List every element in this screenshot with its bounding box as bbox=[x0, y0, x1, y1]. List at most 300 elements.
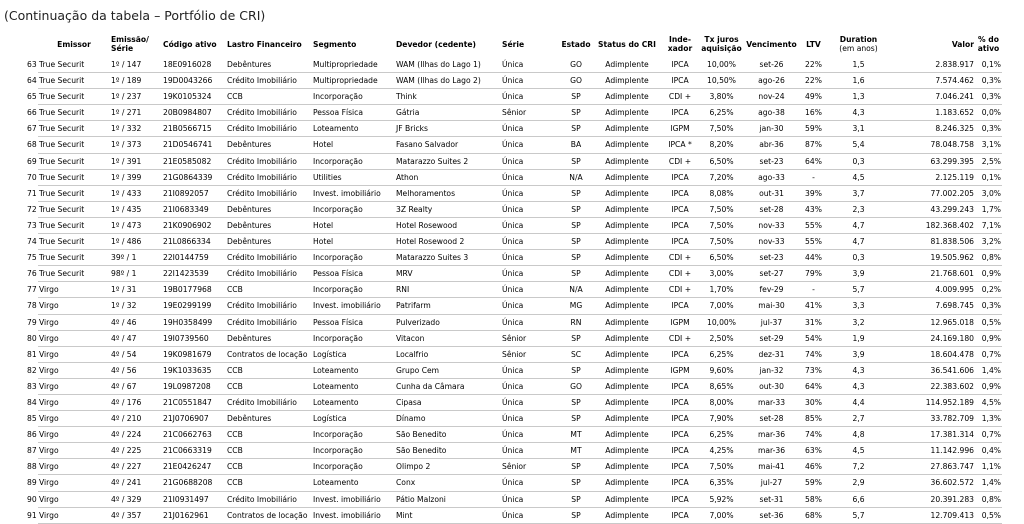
cell-row-number: 82 bbox=[27, 365, 37, 375]
cell-devedor: Mint bbox=[395, 507, 501, 523]
cell-segmento: Loteamento bbox=[312, 475, 395, 491]
cell-pct-ativo: 0,7% bbox=[975, 346, 1002, 362]
table-row bbox=[26, 137, 1002, 153]
cell-serie: Única bbox=[501, 298, 558, 314]
cell-ltv: 87% bbox=[800, 137, 827, 153]
cell-row-number: 80 bbox=[27, 333, 37, 343]
cell-row-number: 79 bbox=[27, 317, 37, 327]
cell-serie: Única bbox=[501, 169, 558, 185]
cell-emissao-serie: 1º / 332 bbox=[110, 121, 162, 137]
cell-status: Adimplente bbox=[594, 185, 660, 201]
cell-ltv: 43% bbox=[800, 201, 827, 217]
cell-duration: 5,7 bbox=[827, 507, 890, 523]
cell-tx-juros: 2,50% bbox=[700, 330, 743, 346]
cell-estado: SP bbox=[558, 459, 594, 475]
cell-lastro-financeiro: CCB bbox=[226, 459, 312, 475]
table-row bbox=[26, 201, 1002, 217]
cell-duration: 5,7 bbox=[827, 282, 890, 298]
cell-emissao-serie: 1º / 237 bbox=[110, 89, 162, 105]
cell-tx-juros: 7,50% bbox=[700, 459, 743, 475]
cell-pct-ativo: 0,2% bbox=[975, 282, 1002, 298]
cell-emissao-serie: 1º / 399 bbox=[110, 169, 162, 185]
cell-indexador: CDI + bbox=[660, 89, 700, 105]
cell-segmento: Pessoa Física bbox=[312, 266, 395, 282]
cell-serie: Única bbox=[501, 314, 558, 330]
cell-row-number: 75 bbox=[27, 253, 37, 263]
cell-emissao-serie: 1º / 32 bbox=[110, 298, 162, 314]
cell-segmento: Incorporação bbox=[312, 443, 395, 459]
cell-vencimento: set-26 bbox=[743, 57, 800, 73]
cell-emissao-serie: 4º / 54 bbox=[110, 346, 162, 362]
table-row bbox=[26, 394, 1002, 410]
cell-devedor: 3Z Realty bbox=[395, 201, 501, 217]
cell-segmento: Incorporação bbox=[312, 427, 395, 443]
cell-serie: Única bbox=[501, 121, 558, 137]
cell-ltv: 49% bbox=[800, 89, 827, 105]
cell-row-number: 70 bbox=[27, 172, 37, 182]
cell-status: Adimplente bbox=[594, 282, 660, 298]
cell-lastro-financeiro: CCB bbox=[226, 89, 312, 105]
cell-vencimento: set-23 bbox=[743, 250, 800, 266]
cell-lastro-financeiro: Debêntures bbox=[226, 217, 312, 233]
cell-row-number: 71 bbox=[27, 188, 37, 198]
cell-serie: Sênior bbox=[501, 459, 558, 475]
cell-emissao-serie: 39º / 1 bbox=[110, 250, 162, 266]
header-codigo-ativo: Código ativo bbox=[163, 39, 217, 49]
cell-vencimento: jan-32 bbox=[743, 362, 800, 378]
cell-emissor: Virgo bbox=[38, 459, 110, 475]
cell-tx-juros: 7,90% bbox=[700, 411, 743, 427]
table-row bbox=[26, 298, 1002, 314]
table-row bbox=[26, 217, 1002, 233]
cell-row-number: 89 bbox=[27, 478, 37, 488]
cell-serie: Única bbox=[501, 250, 558, 266]
cell-segmento: Incorporação bbox=[312, 330, 395, 346]
cell-emissao-serie: 4º / 225 bbox=[110, 443, 162, 459]
cell-codigo-ativo: 19D0043266 bbox=[162, 73, 226, 89]
cell-lastro-financeiro: Crédito Imobiliário bbox=[226, 298, 312, 314]
cell-codigo-ativo: 21K0906902 bbox=[162, 217, 226, 233]
cell-serie: Única bbox=[501, 137, 558, 153]
table-row bbox=[26, 507, 1002, 523]
cell-segmento: Incorporação bbox=[312, 201, 395, 217]
cell-ltv: 54% bbox=[800, 330, 827, 346]
cell-tx-juros: 6,50% bbox=[700, 250, 743, 266]
cell-codigo-ativo: 21D0546741 bbox=[162, 137, 226, 153]
cell-valor: 77.002.205 bbox=[890, 185, 975, 201]
cell-tx-juros: 8,08% bbox=[700, 185, 743, 201]
cell-codigo-ativo: 22I0144759 bbox=[162, 250, 226, 266]
cell-duration: 4,3 bbox=[827, 105, 890, 121]
cell-estado: MT bbox=[558, 427, 594, 443]
cell-emissor: Virgo bbox=[38, 507, 110, 523]
cell-row-number: 81 bbox=[27, 349, 37, 359]
cell-valor: 8.246.325 bbox=[890, 121, 975, 137]
cell-duration: 7,2 bbox=[827, 459, 890, 475]
cell-devedor: Localfrio bbox=[395, 346, 501, 362]
cell-valor: 27.863.747 bbox=[890, 459, 975, 475]
cell-tx-juros: 7,50% bbox=[700, 201, 743, 217]
cell-serie: Única bbox=[501, 234, 558, 250]
cell-segmento: Invest. imobiliário bbox=[312, 507, 395, 523]
cell-ltv: 16% bbox=[800, 105, 827, 121]
cell-status: Adimplente bbox=[594, 394, 660, 410]
cell-segmento: Logística bbox=[312, 346, 395, 362]
header-serie: Série bbox=[502, 39, 525, 49]
cell-row-number: 64 bbox=[27, 76, 37, 86]
table-body bbox=[26, 57, 1002, 523]
cell-pct-ativo: 0,1% bbox=[975, 57, 1002, 73]
cell-duration: 0,3 bbox=[827, 153, 890, 169]
cell-vencimento: fev-29 bbox=[743, 282, 800, 298]
cell-vencimento: jul-37 bbox=[743, 314, 800, 330]
cell-segmento: Incorporação bbox=[312, 250, 395, 266]
cell-pct-ativo: 4,5% bbox=[975, 394, 1002, 410]
cell-pct-ativo: 0,3% bbox=[975, 89, 1002, 105]
cell-devedor: Melhoramentos bbox=[395, 185, 501, 201]
cell-duration: 3,3 bbox=[827, 298, 890, 314]
cell-serie: Única bbox=[501, 201, 558, 217]
cell-status: Adimplente bbox=[594, 105, 660, 121]
cell-ltv: 22% bbox=[800, 57, 827, 73]
cell-devedor: Matarazzo Suites 3 bbox=[395, 250, 501, 266]
cell-tx-juros: 4,25% bbox=[700, 443, 743, 459]
cell-serie: Única bbox=[501, 475, 558, 491]
cell-devedor: São Benedito bbox=[395, 427, 501, 443]
cell-emissor: True Securit bbox=[38, 217, 110, 233]
cell-ltv: 85% bbox=[800, 411, 827, 427]
cell-lastro-financeiro: Crédito Imobiliário bbox=[226, 266, 312, 282]
cell-indexador: CDI + bbox=[660, 153, 700, 169]
cell-devedor: Cunha da Câmara bbox=[395, 378, 501, 394]
cell-segmento: Incorporação bbox=[312, 282, 395, 298]
cell-codigo-ativo: 19L0987208 bbox=[162, 378, 226, 394]
cell-tx-juros: 8,65% bbox=[700, 378, 743, 394]
cell-ltv: 63% bbox=[800, 443, 827, 459]
cell-estado: MT bbox=[558, 443, 594, 459]
table-row bbox=[26, 234, 1002, 250]
cell-lastro-financeiro: Debêntures bbox=[226, 234, 312, 250]
cell-vencimento: set-28 bbox=[743, 201, 800, 217]
cell-row-number: 63 bbox=[27, 60, 37, 70]
cell-indexador: IPCA bbox=[660, 73, 700, 89]
cell-ltv: 59% bbox=[800, 475, 827, 491]
cell-indexador: IGPM bbox=[660, 314, 700, 330]
cell-devedor: WAM (Ilhas do Lago 2) bbox=[395, 73, 501, 89]
cell-vencimento: mar-36 bbox=[743, 443, 800, 459]
cell-indexador: IPCA bbox=[660, 507, 700, 523]
cell-serie: Única bbox=[501, 282, 558, 298]
cell-valor: 18.604.478 bbox=[890, 346, 975, 362]
cell-emissor: True Securit bbox=[38, 266, 110, 282]
cell-devedor: MRV bbox=[395, 266, 501, 282]
cell-valor: 81.838.506 bbox=[890, 234, 975, 250]
cell-tx-juros: 7,50% bbox=[700, 234, 743, 250]
cell-estado: N/A bbox=[558, 169, 594, 185]
table-row bbox=[26, 443, 1002, 459]
cell-devedor: Olimpo 2 bbox=[395, 459, 501, 475]
cell-estado: MG bbox=[558, 298, 594, 314]
cell-segmento: Hotel bbox=[312, 217, 395, 233]
cell-codigo-ativo: 21G0688208 bbox=[162, 475, 226, 491]
cell-emissao-serie: 1º / 435 bbox=[110, 201, 162, 217]
cell-tx-juros: 10,00% bbox=[700, 314, 743, 330]
cell-estado: SP bbox=[558, 475, 594, 491]
cell-duration: 1,9 bbox=[827, 330, 890, 346]
cell-lastro-financeiro: Crédito Imobiliário bbox=[226, 314, 312, 330]
cell-emissao-serie: 1º / 486 bbox=[110, 234, 162, 250]
cell-tx-juros: 6,25% bbox=[700, 105, 743, 121]
cell-tx-juros: 6,50% bbox=[700, 153, 743, 169]
cell-vencimento: ago-38 bbox=[743, 105, 800, 121]
cell-vencimento: dez-31 bbox=[743, 346, 800, 362]
cell-row-number: 72 bbox=[27, 204, 37, 214]
cell-valor: 19.505.962 bbox=[890, 250, 975, 266]
cell-valor: 24.169.180 bbox=[890, 330, 975, 346]
cell-serie: Única bbox=[501, 443, 558, 459]
cell-row-number: 84 bbox=[27, 397, 37, 407]
cell-serie: Sênior bbox=[501, 330, 558, 346]
cell-lastro-financeiro: CCB bbox=[226, 427, 312, 443]
cell-codigo-ativo: 21C0551847 bbox=[162, 394, 226, 410]
cell-devedor: Matarazzo Suites 2 bbox=[395, 153, 501, 169]
cell-valor: 12.709.413 bbox=[890, 507, 975, 523]
cell-valor: 2.838.917 bbox=[890, 57, 975, 73]
header-devedor: Devedor (cedente) bbox=[396, 39, 476, 49]
cell-valor: 36.541.606 bbox=[890, 362, 975, 378]
cell-devedor: Fasano Salvador bbox=[395, 137, 501, 153]
cell-valor: 7.574.462 bbox=[890, 73, 975, 89]
cell-serie: Única bbox=[501, 89, 558, 105]
table-row bbox=[26, 266, 1002, 282]
cell-estado: SP bbox=[558, 153, 594, 169]
cell-emissor: Virgo bbox=[38, 443, 110, 459]
cell-estado: SP bbox=[558, 411, 594, 427]
cell-emissor: Virgo bbox=[38, 378, 110, 394]
header-emissao-serie: Emissão/ Série bbox=[111, 35, 149, 53]
cell-emissao-serie: 4º / 241 bbox=[110, 475, 162, 491]
cell-codigo-ativo: 21L0866334 bbox=[162, 234, 226, 250]
table-row bbox=[26, 330, 1002, 346]
cell-lastro-financeiro: CCB bbox=[226, 443, 312, 459]
cell-pct-ativo: 1,4% bbox=[975, 475, 1002, 491]
cell-row-number: 77 bbox=[27, 285, 37, 295]
cell-vencimento: mar-36 bbox=[743, 427, 800, 443]
cell-emissor: True Securit bbox=[38, 169, 110, 185]
cell-emissor: True Securit bbox=[38, 185, 110, 201]
cell-segmento: Incorporação bbox=[312, 89, 395, 105]
cell-status: Adimplente bbox=[594, 507, 660, 523]
cell-emissao-serie: 1º / 373 bbox=[110, 137, 162, 153]
cell-row-number: 88 bbox=[27, 462, 37, 472]
cell-estado: BA bbox=[558, 137, 594, 153]
cell-estado: SP bbox=[558, 330, 594, 346]
cell-emissor: True Securit bbox=[38, 137, 110, 153]
cell-codigo-ativo: 21E0585082 bbox=[162, 153, 226, 169]
cell-serie: Única bbox=[501, 57, 558, 73]
cell-ltv: - bbox=[800, 282, 827, 298]
cell-indexador: CDI + bbox=[660, 266, 700, 282]
cell-pct-ativo: 0,8% bbox=[975, 250, 1002, 266]
cell-emissor: Virgo bbox=[38, 314, 110, 330]
cell-emissao-serie: 4º / 357 bbox=[110, 507, 162, 523]
cell-pct-ativo: 1,1% bbox=[975, 459, 1002, 475]
cell-codigo-ativo: 21I0892057 bbox=[162, 185, 226, 201]
cell-tx-juros: 3,00% bbox=[700, 266, 743, 282]
cell-segmento: Hotel bbox=[312, 234, 395, 250]
cell-serie: Sênior bbox=[501, 346, 558, 362]
cell-duration: 4,7 bbox=[827, 217, 890, 233]
cell-lastro-financeiro: Debêntures bbox=[226, 57, 312, 73]
cell-emissor: True Securit bbox=[38, 250, 110, 266]
cell-row-number: 68 bbox=[27, 140, 37, 150]
cell-estado: SP bbox=[558, 491, 594, 507]
cell-emissao-serie: 4º / 210 bbox=[110, 411, 162, 427]
cell-emissor: Virgo bbox=[38, 282, 110, 298]
cell-valor: 2.125.119 bbox=[890, 169, 975, 185]
cell-indexador: IPCA bbox=[660, 217, 700, 233]
cell-emissor: True Securit bbox=[38, 153, 110, 169]
cell-ltv: 79% bbox=[800, 266, 827, 282]
cell-devedor: Patrifarm bbox=[395, 298, 501, 314]
table-row bbox=[26, 282, 1002, 298]
cell-vencimento: nov-33 bbox=[743, 234, 800, 250]
cell-estado: GO bbox=[558, 73, 594, 89]
cell-estado: SP bbox=[558, 394, 594, 410]
cell-vencimento: abr-36 bbox=[743, 137, 800, 153]
cell-status: Adimplente bbox=[594, 459, 660, 475]
cri-portfolio-table bbox=[26, 31, 1002, 524]
cell-duration: 4,3 bbox=[827, 378, 890, 394]
cell-tx-juros: 7,20% bbox=[700, 169, 743, 185]
cell-lastro-financeiro: Crédito Imobiliário bbox=[226, 153, 312, 169]
cell-tx-juros: 10,50% bbox=[700, 73, 743, 89]
cell-row-number: 78 bbox=[27, 301, 37, 311]
cell-serie: Única bbox=[501, 217, 558, 233]
header-emissor: Emissor bbox=[57, 39, 91, 49]
cell-status: Adimplente bbox=[594, 330, 660, 346]
cell-duration: 3,2 bbox=[827, 314, 890, 330]
header-status: Status do CRI bbox=[598, 39, 656, 49]
cell-valor: 43.299.243 bbox=[890, 201, 975, 217]
cell-duration: 4,4 bbox=[827, 394, 890, 410]
cell-serie: Única bbox=[501, 411, 558, 427]
table-continuation-title: (Continuação da tabela – Portfólio de CRI) bbox=[4, 8, 266, 23]
cell-pct-ativo: 0,5% bbox=[975, 507, 1002, 523]
cell-ltv: 64% bbox=[800, 378, 827, 394]
cell-lastro-financeiro: CCB bbox=[226, 282, 312, 298]
cell-duration: 1,3 bbox=[827, 89, 890, 105]
cell-indexador: IPCA bbox=[660, 298, 700, 314]
cell-indexador: IPCA bbox=[660, 185, 700, 201]
cell-duration: 3,9 bbox=[827, 266, 890, 282]
cell-emissao-serie: 4º / 47 bbox=[110, 330, 162, 346]
cell-pct-ativo: 2,5% bbox=[975, 153, 1002, 169]
cell-codigo-ativo: 21E0426247 bbox=[162, 459, 226, 475]
cell-tx-juros: 7,50% bbox=[700, 217, 743, 233]
header-tx-juros: Tx juros aquisição bbox=[701, 35, 742, 53]
cell-emissor: True Securit bbox=[38, 234, 110, 250]
cell-status: Adimplente bbox=[594, 137, 660, 153]
cell-lastro-financeiro: Crédito Imobiliário bbox=[226, 394, 312, 410]
cell-status: Adimplente bbox=[594, 378, 660, 394]
cell-codigo-ativo: 21C0662763 bbox=[162, 427, 226, 443]
cell-ltv: 39% bbox=[800, 185, 827, 201]
cell-emissor: Virgo bbox=[38, 394, 110, 410]
cell-segmento: Multipropriedade bbox=[312, 57, 395, 73]
cell-emissor: True Securit bbox=[38, 89, 110, 105]
cell-pct-ativo: 0,7% bbox=[975, 427, 1002, 443]
cell-lastro-financeiro: Crédito Imobiliário bbox=[226, 105, 312, 121]
cell-devedor: Hotel Rosewood bbox=[395, 217, 501, 233]
cell-serie: Única bbox=[501, 491, 558, 507]
cell-segmento: Incorporação bbox=[312, 153, 395, 169]
cell-duration: 6,6 bbox=[827, 491, 890, 507]
cell-status: Adimplente bbox=[594, 121, 660, 137]
cell-pct-ativo: 0,3% bbox=[975, 121, 1002, 137]
cell-vencimento: out-30 bbox=[743, 378, 800, 394]
cell-emissao-serie: 4º / 176 bbox=[110, 394, 162, 410]
cell-status: Adimplente bbox=[594, 346, 660, 362]
cell-emissor: Virgo bbox=[38, 330, 110, 346]
cell-emissao-serie: 4º / 67 bbox=[110, 378, 162, 394]
cell-pct-ativo: 0,9% bbox=[975, 330, 1002, 346]
cell-tx-juros: 6,25% bbox=[700, 427, 743, 443]
cell-row-number: 74 bbox=[27, 237, 37, 247]
cell-status: Adimplente bbox=[594, 427, 660, 443]
cell-valor: 1.183.652 bbox=[890, 105, 975, 121]
cell-indexador: CDI + bbox=[660, 282, 700, 298]
cell-vencimento: set-27 bbox=[743, 266, 800, 282]
cell-lastro-financeiro: Contratos de locação bbox=[226, 346, 312, 362]
cell-duration: 1,5 bbox=[827, 57, 890, 73]
cell-devedor: Hotel Rosewood 2 bbox=[395, 234, 501, 250]
cell-tx-juros: 9,60% bbox=[700, 362, 743, 378]
cell-status: Adimplente bbox=[594, 73, 660, 89]
cell-vencimento: ago-26 bbox=[743, 73, 800, 89]
cell-codigo-ativo: 19K1033635 bbox=[162, 362, 226, 378]
cell-pct-ativo: 1,4% bbox=[975, 362, 1002, 378]
cell-devedor: Cipasa bbox=[395, 394, 501, 410]
cell-codigo-ativo: 21I0931497 bbox=[162, 491, 226, 507]
cell-emissao-serie: 4º / 224 bbox=[110, 427, 162, 443]
cell-segmento: Invest. imobiliário bbox=[312, 491, 395, 507]
cell-codigo-ativo: 22I1423539 bbox=[162, 266, 226, 282]
cell-pct-ativo: 0,9% bbox=[975, 378, 1002, 394]
cell-serie: Única bbox=[501, 378, 558, 394]
cell-vencimento: set-29 bbox=[743, 330, 800, 346]
cell-vencimento: nov-24 bbox=[743, 89, 800, 105]
cell-status: Adimplente bbox=[594, 169, 660, 185]
cell-duration: 5,4 bbox=[827, 137, 890, 153]
cell-emissor: True Securit bbox=[38, 121, 110, 137]
cell-pct-ativo: 0,1% bbox=[975, 169, 1002, 185]
cell-pct-ativo: 0,4% bbox=[975, 443, 1002, 459]
cell-indexador: IPCA bbox=[660, 475, 700, 491]
cell-valor: 7.046.241 bbox=[890, 89, 975, 105]
cell-emissao-serie: 4º / 329 bbox=[110, 491, 162, 507]
cell-row-number: 66 bbox=[27, 108, 37, 118]
cell-tx-juros: 7,00% bbox=[700, 507, 743, 523]
cell-emissao-serie: 1º / 189 bbox=[110, 73, 162, 89]
cell-estado: GO bbox=[558, 57, 594, 73]
cell-indexador: IPCA bbox=[660, 378, 700, 394]
cell-segmento: Multipropriedade bbox=[312, 73, 395, 89]
cell-lastro-financeiro: Crédito Imobiliário bbox=[226, 491, 312, 507]
cell-lastro-financeiro: Debêntures bbox=[226, 330, 312, 346]
cell-tx-juros: 7,00% bbox=[700, 298, 743, 314]
cell-ltv: 44% bbox=[800, 250, 827, 266]
